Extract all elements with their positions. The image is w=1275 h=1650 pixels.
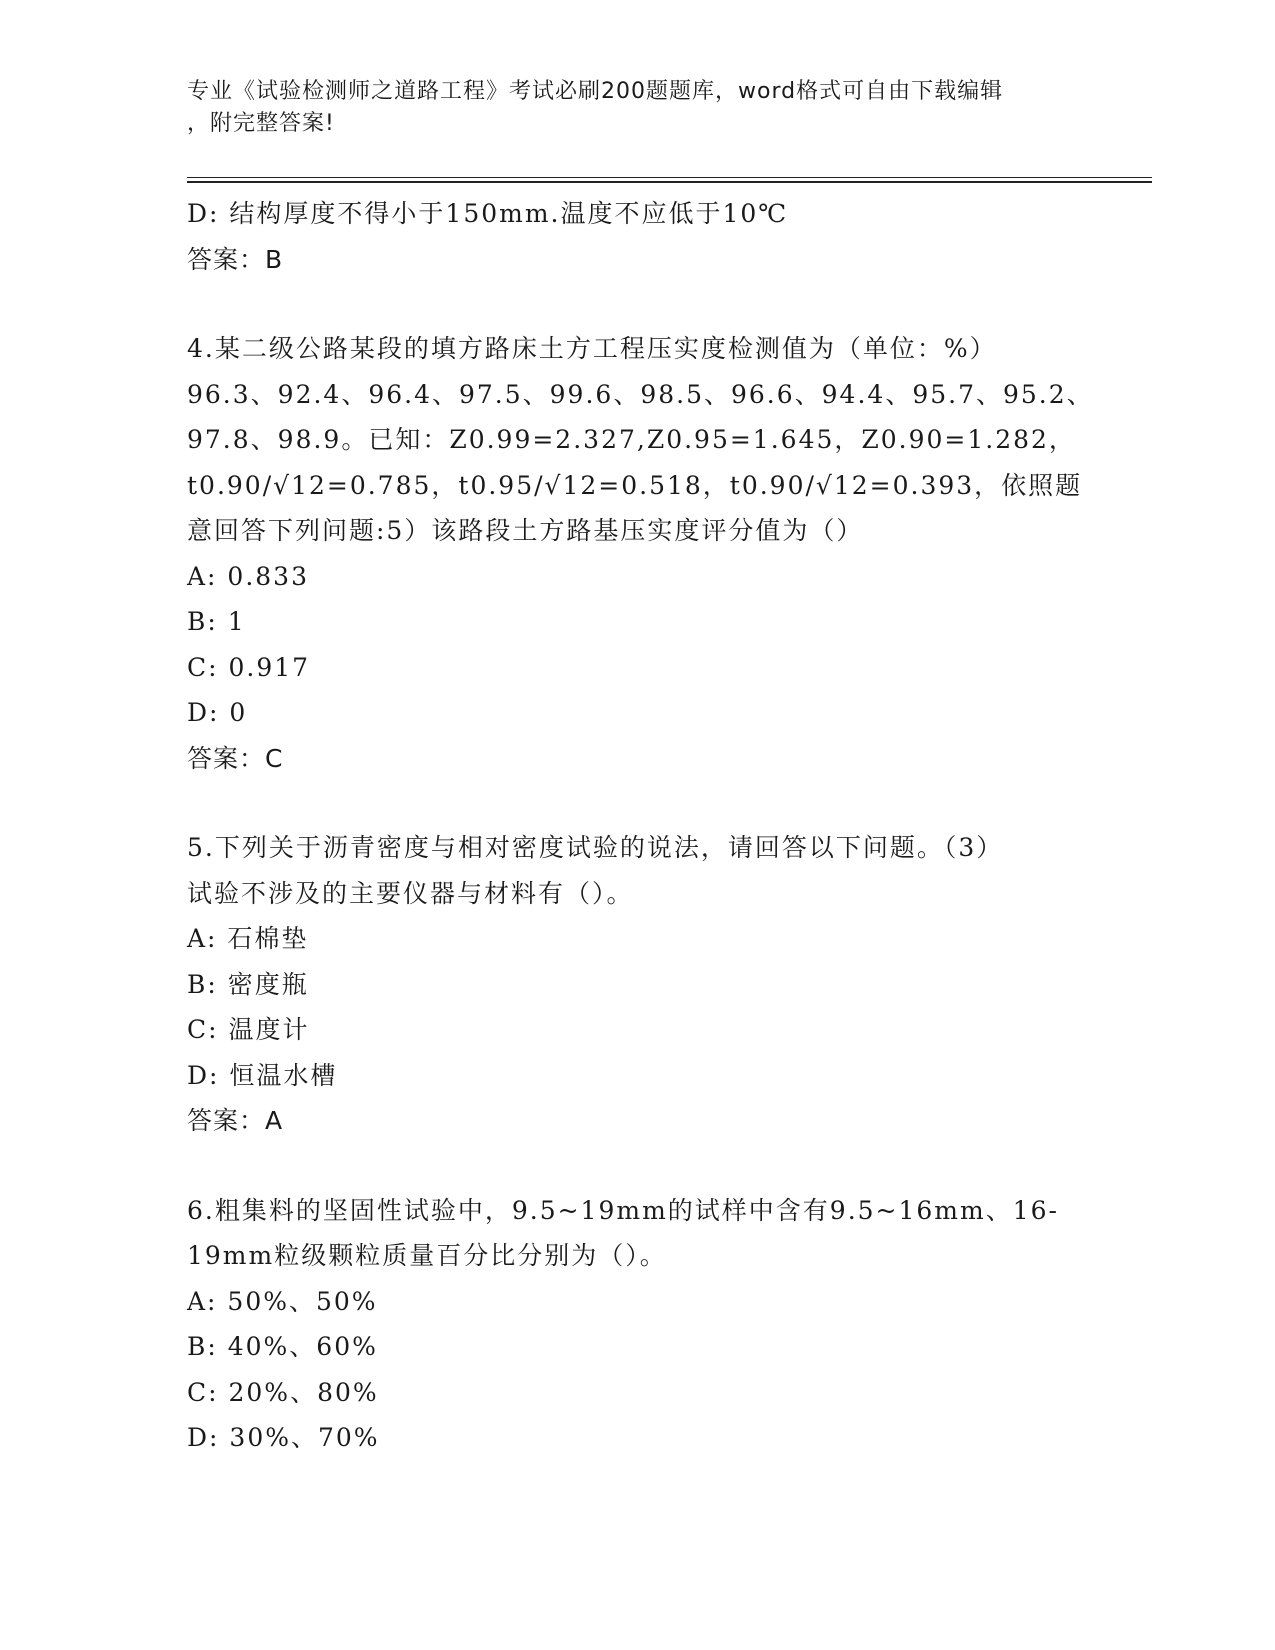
question-stem-line: 意回答下列问题:5）该路段土方路基压实度评分值为（）	[187, 516, 864, 545]
option-c: C: 0.917	[187, 652, 311, 682]
question-4	[187, 326, 1094, 781]
question-stem-line: t0.90/√12=0.785，t0.95/√12=0.518，t0.90/√12=0.393，依照题	[187, 470, 1083, 500]
option-a: A: 0.833	[187, 561, 309, 591]
answer-line: 答案：C	[187, 743, 284, 773]
document-header	[187, 76, 1067, 140]
question-stem-line: 试验不涉及的主要仪器与材料有（）。	[187, 878, 634, 908]
question-stem-line: 97.8、98.9。已知：Z0.99=2.327,Z0.95=1.645，Z0.90=1.282，	[187, 425, 1076, 454]
question-5	[187, 825, 1087, 1144]
header-title-continuation: ，附完整答案!	[187, 111, 335, 136]
previous-option-d: D: 结构厚度不得小于150mm.温度不应低于10℃	[187, 199, 789, 228]
option-b: B: 密度瓶	[187, 969, 309, 999]
option-d: D: 0	[187, 698, 248, 727]
question-stem-line: 96.3、92.4、96.4、97.5、99.6、98.5、96.6、94.4、95.7、95.2、	[187, 379, 1094, 409]
question-stem-line: 6.粗集料的坚固性试验中，9.5~19mm的试样中含有9.5~16mm、16-	[187, 1195, 1059, 1225]
header-divider-thick	[187, 181, 1152, 183]
option-c: C: 20%、80%	[187, 1377, 379, 1407]
option-a: A: 50%、50%	[187, 1286, 378, 1316]
question-content	[187, 191, 1094, 1461]
question-stem-line: 5.下列关于沥青密度与相对密度试验的说法，请回答以下问题。（3）	[187, 833, 1004, 862]
spacer	[187, 1144, 1087, 1188]
option-a: A: 石棉垫	[187, 924, 309, 953]
option-b: B: 40%、60%	[187, 1332, 378, 1361]
option-d: D: 恒温水槽	[187, 1060, 338, 1090]
question-stem-line: 4.某二级公路某段的填方路床土方工程压实度检测值为（单位：%）	[187, 334, 997, 363]
header-title-line: 专业《试验检测师之道路工程》考试必刷200题题库，word格式可自由下载编辑	[187, 79, 1004, 104]
option-d: D: 30%、70%	[187, 1423, 380, 1452]
question-6	[187, 1188, 1087, 1461]
previous-answer: 答案：B	[187, 244, 284, 274]
answer-line: 答案：A	[187, 1106, 284, 1135]
option-c: C: 温度计	[187, 1015, 310, 1044]
question-stem-line: 19mm粒级颗粒质量百分比分别为（）。	[187, 1241, 667, 1270]
spacer	[187, 781, 1087, 825]
option-b: B: 1	[187, 607, 246, 636]
spacer	[187, 282, 1087, 326]
header-divider-thin	[187, 177, 1152, 178]
